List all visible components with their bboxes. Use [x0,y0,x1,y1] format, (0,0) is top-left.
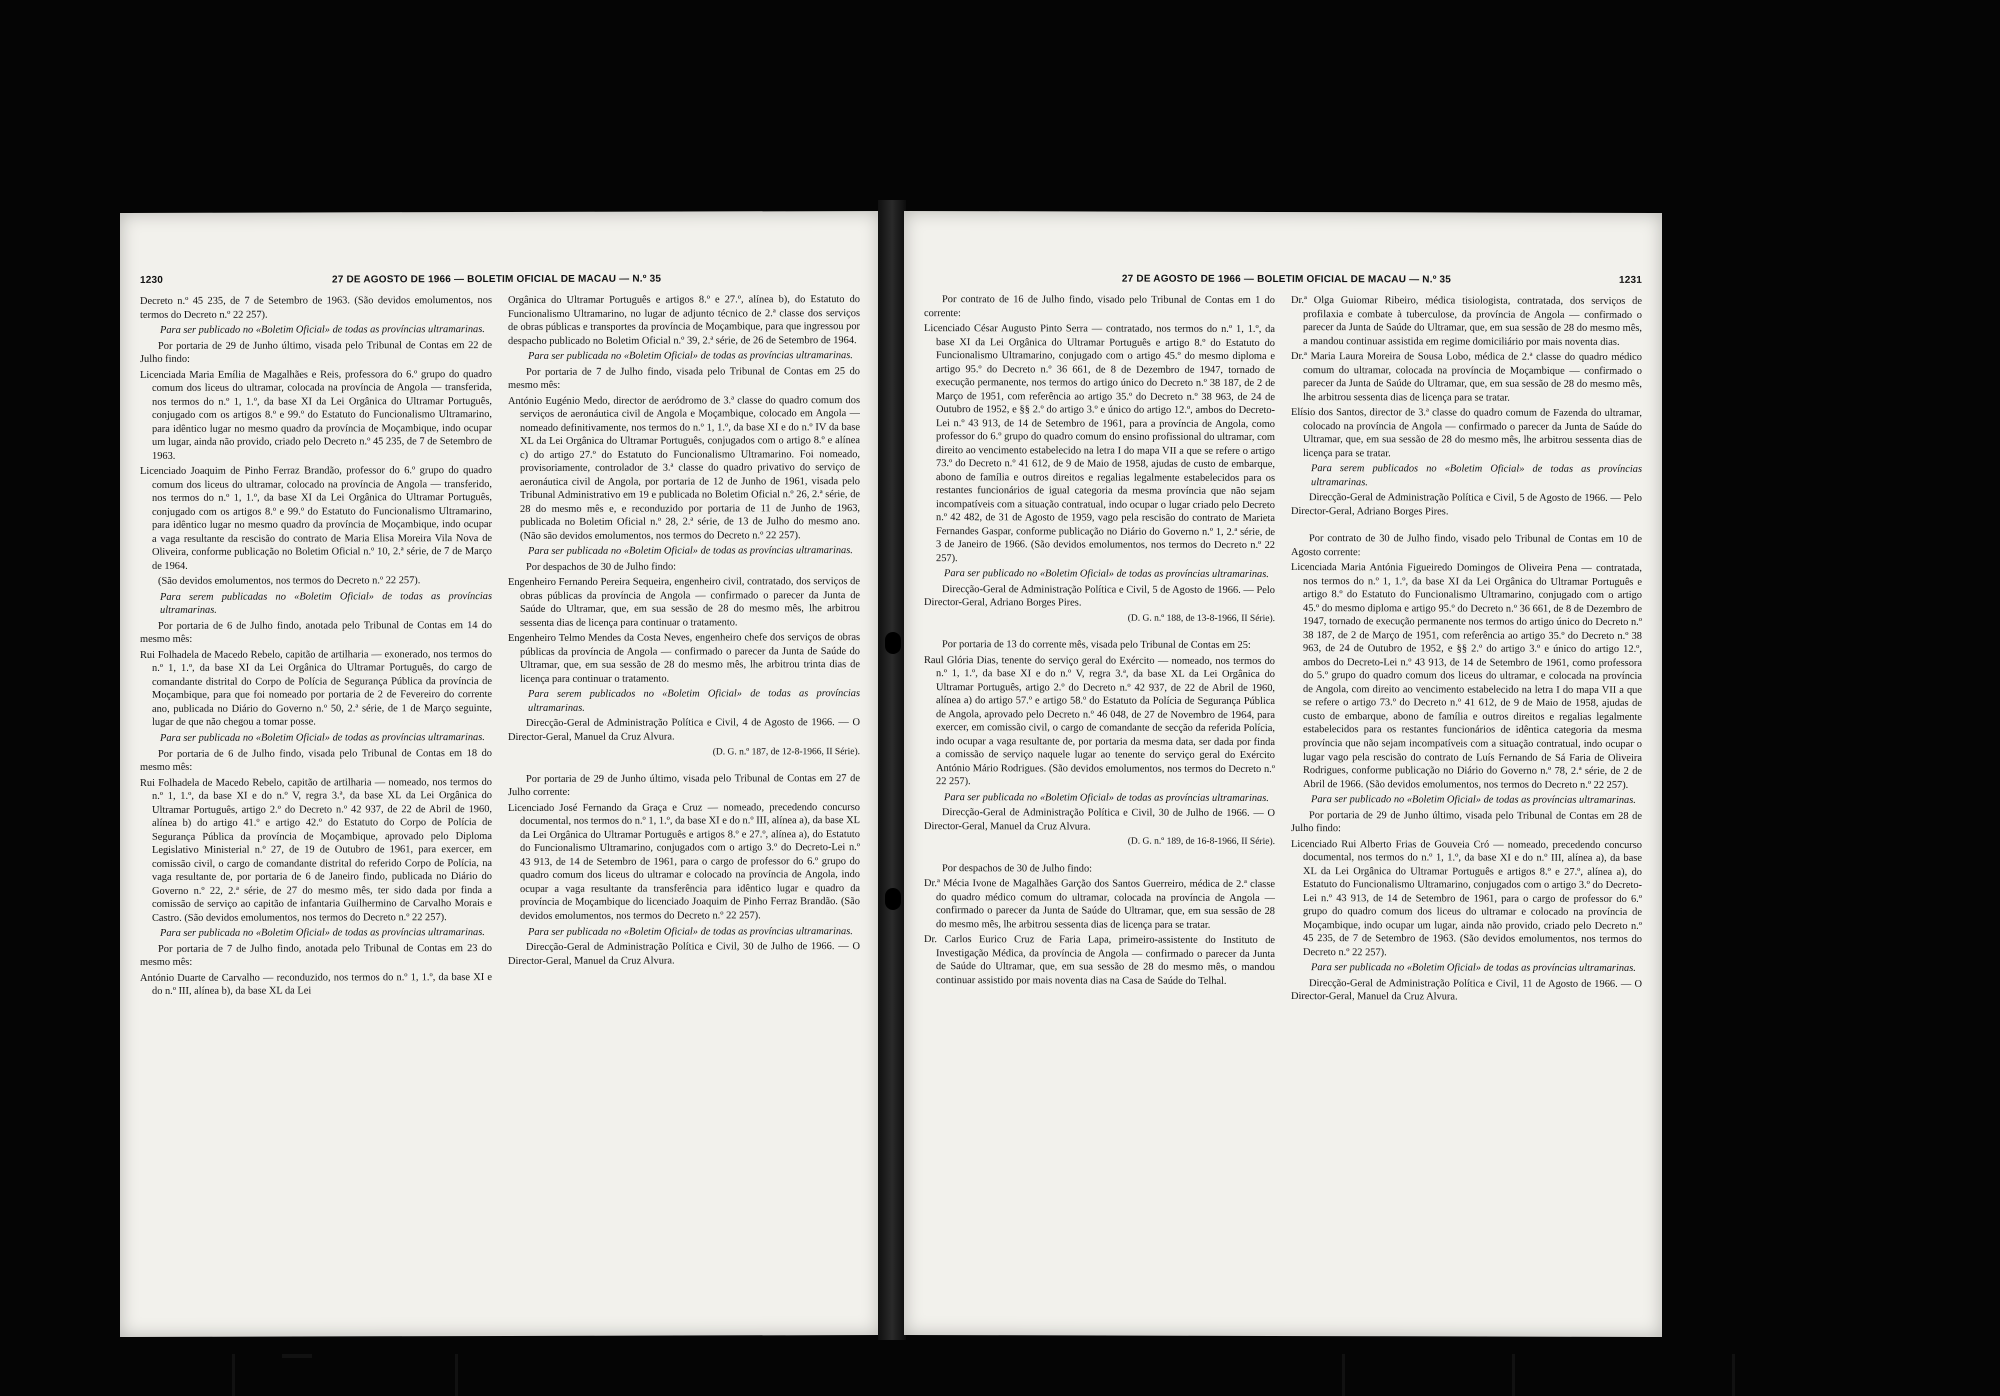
paragraph: Direcção-Geral de Administração Política e Civil, 4 de Agosto de 1966. — O Director-Geral, Manuel da Cruz Alvura. [508,717,860,743]
paragraph: Para ser publicada no «Boletim Oficial» de todas as províncias ultramarinas. [528,925,853,938]
paragraph: Para ser publicado no «Boletim Oficial» de todas as províncias ultramarinas. [944,568,1269,581]
paragraph: Para serem publicados no «Boletim Oficial» de todas as províncias ultramarinas. [528,688,860,714]
right-page-header [924,269,1642,289]
paragraph: Para ser publicada no «Boletim Oficial» de todas as províncias ultramarinas. [528,350,853,362]
right-running-header: 27 DE AGOSTO DE 1966 — BOLETIM OFICIAL DE MACAU — N.º 35 [1121,273,1452,285]
film-mark [1732,1354,1735,1396]
left-column-1 [140,294,492,1317]
paragraph: Para ser publicada no «Boletim Oficial» de todas as províncias ultramarinas. [160,732,485,744]
left-page-header [140,269,860,289]
paragraph: Por contrato de 30 de Julho findo, visado pelo Tribunal de Contas em 10 de Agosto corrente: [1291,533,1642,558]
film-mark [232,1354,235,1396]
left-page-columns [140,293,860,1317]
paragraph: Por portaria de 29 de Junho último, visada pelo Tribunal de Contas em 22 de Julho findo: [140,339,492,366]
paragraph: Para serem publicadas no «Boletim Oficial» de todas as províncias ultramarinas. [160,590,492,617]
paragraph: Elísio dos Santos, director de 3.ª classe do quadro comum de Fazenda do ultramar, colocado na província de Angola — confirmado o parecer da Junta de Saúde do Ultramar, que, em sua sessão de 28 do mesmo mês, lhe arbitrou sessenta dias de licença para se tratar. [1291,407,1642,459]
paragraph: Para ser publicada no «Boletim Oficial» de todas as províncias ultramarinas. [944,791,1269,804]
paragraph: Licenciado José Fernando da Graça e Cruz — nomeado, precedendo concurso documental, nos termos do n.º 1, 1.º, da base XI e do n.º III, alínea a), da base XL da Lei Orgânica do Ultramar Português e artigos 8.º e 27.º, alínea a), do Estatuto do Funcionalismo Ultramarino, conjugados com o artigo 3.º do Decreto-Lei n.º 43 913, de 14 de Setembro de 1961, para o cargo de professor do 6.º grupo do quadro comum dos liceus do ultramar e colocado na província de Angola, indo ocupar a vaga resultante da transferência para idêntico lugar e quadro da província de Moçambique do licenciado Joaquim de Pinho Ferraz Brandão. (São devidos emolumentos, nos termos do Decreto n.º 22 257). [508,801,860,922]
paragraph: Licenciada Maria Emília de Magalhães e Reis, professora do 6.º grupo do quadro comum dos liceus do ultramar, colocada na província de Angola — transferida, nos termos do n.º 1, 1.º, da base XI da Lei Orgânica do Ultramar Português, conjugado com os artigos 8.º e 99.º do Estatuto do Funcionalismo Ultramarino, para idêntico lugar no mesmo quadro da província de Moçambique, indo ocupar um lugar, ainda não provido, criado pelo Decreto n.º 45 235, de 7 de Setembro de 1963. [140,368,492,462]
paragraph: Por portaria de 6 de Julho findo, visada pelo Tribunal de Contas em 18 do mesmo mês: [140,747,492,773]
paragraph: (D. G. n.º 188, de 13-8-1966, II Série). [1127,613,1275,624]
paragraph: Orgânica do Ultramar Português e artigos 8.º e 27.º, alínea b), do Estatuto do Funcionalismo Ultramarino, no lugar de adjunto técnico de 2.ª classe dos serviços de obras públicas e transportes da província de Moçambique, para que ingressou por despacho publicado no Boletim Oficial n.º 39, 2.ª série, de 26 de Setembro de 1964. [508,294,860,347]
film-mark [455,1354,458,1396]
paragraph: Dr. Carlos Eurico Cruz de Faria Lapa, primeiro-assistente do Instituto de Investigação Médica, da província de Angola — confirmado o parecer da Junta de Saúde do Ultramar, que, em sua sessão de 28 do mesmo mês, o mandou continuar assistido por mais noventa dias na Casa de Saúde do Telhal. [924,934,1275,987]
paragraph: (D. G. n.º 187, de 12-8-1966, II Série). [712,746,860,757]
paragraph: Direcção-Geral de Administração Política e Civil, 11 de Agosto de 1966. — O Director-Geral, Manuel da Cruz Alvura. [1291,977,1642,1003]
left-page [120,211,880,1337]
paragraph: António Eugénio Medo, director de aeródromo de 3.ª classe do quadro comum dos serviços de aeronáutica civil de Angola e Moçambique, colocado em Angola — nomeado definitivamente, nos termos do n.º 1, 1.º, da base XI e do n.º IV da base XL da Lei Orgânica do Ultramar Português, conjugados com o artigo 8.º e alínea c) do artigo 27.º do Estatuto do Funcionalismo Ultramarino. Foi nomeado, provisoriamente, controlador de 3.ª classe do quadro privativo do serviço de aeronáutica civil de Angola, por portaria de 12 de Junho de 1961, visada pelo Tribunal Administrativo em 19 e publicada no Boletim Oficial n.º 26, 2.ª série, de 28 do mesmo mês e, e reconduzido por portaria de 11 de Junho de 1963, publicada no Boletim Oficial n.º 28, 2.ª série, de 13 de Julho do mesmo ano. (Não são devidos emolumentos, nos termos do Decreto n.º 22 257). [508,394,860,542]
paragraph: Para ser publicada no «Boletim Oficial» de todas as províncias ultramarinas. [528,545,853,558]
paragraph: Por despachos de 30 de Julho findo: [942,862,1093,875]
section-spacer [924,626,1275,639]
paragraph: Para ser publicada no «Boletim Oficial» de todas as províncias ultramarinas. [1311,962,1636,975]
paragraph: Direcção-Geral de Administração Política e Civil, 5 de Agosto de 1966. — Pelo Director-Geral, Adriano Borges Pires. [924,583,1275,609]
book-gutter [878,200,906,1340]
paragraph: Decreto n.º 45 235, de 7 de Setembro de 1963. (São devidos emolumentos, nos termos do Decreto n.º 22 257). [140,295,492,321]
paragraph: Rui Folhadela de Macedo Rebelo, capitão de artilharia — exonerado, nos termos do n.º 1, 1.º, da base XI da Lei Orgânica do Ultramar Português, do cargo de comandante distrital do Corpo de Polícia de Segurança Pública da província de Moçambique, para que foi nomeado por portaria de 2 de Fevereiro do corrente ano, publicada no Diário do Governo n.º 50, 2.ª série, de 1 de Março seguinte, lugar de que não chegou a tomar posse. [140,648,492,729]
paragraph: Licenciada Maria Antónia Figueiredo Domingos de Oliveira Pena — contratada, nos termos do n.º 1, 1.º, da base XI da Lei Orgânica do Ultramar Português e artigo 8.º do Estatuto do Funcionalismo Ultramarino, conjugado com o artigo 45.º do mesmo diploma e artigo 95.º do Decreto n.º 36 661, de 8 de Dezembro de 1947, tornado de execução permanente nos termos do artigo único do Decreto n.º 38 187, de 2 de Março de 1951, com referência ao artigo 35.º do Decreto n.º 38 963, de 24 de Outubro de 1952, e §§ 2.º do artigo 3.º e único do artigo 12.º, ambos do Decreto-Lei n.º 43 913, de 14 de Setembro de 1961, como professora do 5.º grupo do quadro comum dos liceus do ultramar, e colocada na província de Angola, com direito ao vencimento estabelecido na letra I do mapa VII a que se refere o artigo 73.º do Decreto n.º 41 612, de 9 de Maio de 1958, ajudas de custo de embarque, abono de família e outros direitos e regalias legalmente estabelecidos para os restantes funcionários de idêntica categoria da mesma província que não sejam incompatíveis com a situação contratual, indo ocupar o lugar vago pela rescisão do contrato de Luís Fernando de Sá Faria de Oliveira Rodrigues, conforme publicação no Diário do Governo n.º 78, 2.ª série, de 2 de Abril de 1966. (São devidos emolumentos, nos termos do Decreto n.º 22 257). [1291,562,1642,791]
paragraph: Dr.ª Olga Guiomar Ribeiro, médica tisiologista, contratada, dos serviços de profilaxia e combate à tuberculose, da província de Angola — confirmado o parecer da Junta de Saúde do Ultramar, que, em sua sessão de 28 do mesmo mês, a mandou continuar assistida em regime domiciliário por mais noventa dias. [1291,295,1642,348]
right-page [904,211,1662,1337]
paragraph: Para ser publicado no «Boletim Oficial» de todas as províncias ultramarinas. [160,324,485,336]
paragraph: Por contrato de 16 de Julho findo, visado pelo Tribunal de Contas em 1 do corrente: [924,294,1275,319]
right-column-2 [1291,294,1642,1317]
paragraph: Para ser publicada no «Boletim Oficial» de todas as províncias ultramarinas. [160,927,485,940]
film-mark [1342,1354,1345,1396]
paragraph: Raul Glória Dias, tenente do serviço geral do Exército — nomeado, nos termos do n.º 1, 1.º, da base XI e do n.º V, regra 3.ª, da base XL da Lei Orgânica do Ultramar Português, artigo 2.º do Decreto n.º 42 937, de 22 de Abril de 1960, alínea a) do artigo 57.º e artigo 58.º do Estatuto da Polícia de Segurança Pública de Angola, aprovado pelo Decreto n.º 46 048, de 27 de Novembro de 1964, para exercer, em comissão civil, o cargo de comandante de secção da referida Polícia, indo ocupar a vaga resultante de, por portaria da mesma data, ser dada por finda a comissão de serviço naquele lugar ao tenente do serviço geral do Exército António Mário Rodrigues. (São devidos emolumentos, nos termos do Decreto n.º 22 257). [924,654,1275,788]
paragraph: Direcção-Geral de Administração Política e Civil, 30 de Julho de 1966. — O Director-Geral, Manuel da Cruz Alvura. [924,807,1275,833]
left-running-header: 27 DE AGOSTO DE 1966 — BOLETIM OFICIAL DE MACAU — N.º 35 [331,273,662,285]
right-page-number: 1231 [1618,274,1642,286]
left-column-2 [508,293,860,1316]
left-page-number: 1230 [140,274,164,286]
paragraph: Licenciado César Augusto Pinto Serra — contratado, nos termos do n.º 1, 1.º, da base XI da Lei Orgânica do Ultramar Português e artigo 8.º do Estatuto do Funcionalismo Ultramarino, conjugado com o artigo 45.º do mesmo diploma e artigo 95.º do Decreto n.º 36 661, de 8 de Dezembro de 1947, tornado de execução permanente, nos termos do artigo único do Decreto n.º 38 187, de 2 de Março de 1951, com referência ao artigo 35.º do Decreto n.º 38 963, de 24 de Outubro de 1952, e §§ 2.º do artigo 3.º e único do artigo 12.º, ambos do Decreto-Lei n.º 43 913, de 14 de Setembro de 1961, para a província de Angola, como professor do 6.º grupo do quadro comum do ensino profissional do ultramar, com direito ao vencimento estabelecido na letra I do mapa VII a que se refere o artigo 73.º do Decreto n.º 41 612, de 9 de Maio de 1958, ajudas de custo de embarque, abono de família e outros direitos e regalias legalmente estabelecidos para os restantes funcionários de igual categoria da mesma província que não sejam incompatíveis com a situação contratual, indo ocupar o lugar criado pelo Decreto n.º 42 482, de 31 de Agosto de 1959, vago pela rescisão do contrato de Marieta Fernandes Gaspar, conforme publicação no Diário do Governo n.º 1, 2.ª série, de 3 de Janeiro de 1966. (São devidos emolumentos, nos termos do Decreto n.º 22 257). [924,323,1275,564]
film-mark [1512,1354,1515,1396]
section-spacer [1291,520,1642,533]
paragraph: Por despachos de 30 de Julho findo: [526,561,677,573]
binding-clip [885,632,901,654]
paragraph: Por portaria de 6 de Julho findo, anotada pelo Tribunal de Contas em 14 do mesmo mês: [140,619,492,646]
section-spacer [924,850,1275,863]
paragraph: Engenheiro Fernando Pereira Sequeira, engenheiro civil, contratado, dos serviços de obras públicas da província de Angola — confirmado o parecer da Junta de Saúde do Ultramar, que, em sua sessão de 28 do mesmo mês, lhe arbitrou sessenta dias de licença para continuar o tratamento. [508,576,860,629]
paragraph: Por portaria de 29 de Junho último, visada pelo Tribunal de Contas em 27 de Julho corrente: [508,772,860,799]
paragraph: Por portaria de 29 de Junho último, visada pelo Tribunal de Contas em 28 de Julho findo: [1291,809,1642,835]
paragraph: Dr.ª Mécia Ivone de Magalhães Garção dos Santos Guerreiro, médica de 2.ª classe do quadro médico comum do ultramar, colocada na província de Angola — confirmado o parecer da Junta de Saúde do Ultramar, que, em sua sessão de 28 do mesmo mês, lhe arbitrou sessenta dias de licença para se tratar. [924,878,1275,931]
right-page-columns [924,293,1642,1317]
paragraph: (São devidos emolumentos, nos termos do Decreto n.º 22 257). [158,575,421,588]
paragraph: Para ser publicado no «Boletim Oficial» de todas as províncias ultramarinas. [1311,794,1636,806]
paragraph: Para serem publicados no «Boletim Oficial» de todas as províncias ultramarinas. [1311,463,1642,488]
section-spacer [508,760,860,773]
paragraph: Por portaria de 7 de Julho findo, visada pelo Tribunal de Contas em 25 do mesmo mês: [508,365,860,392]
film-mark [282,1354,312,1358]
right-column-1 [924,293,1275,1316]
paragraph: Licenciado Rui Alberto Frias de Gouveia Cró — nomeado, precedendo concurso documental, nos termos do n.º 1, 1.º, da base XI e do n.º III, alínea a), da base XL da Lei Orgânica do Ultramar Português e artigos 8.º e 27.º, alínea a), do Estatuto do Funcionalismo Ultramarino, conjugados com o artigo 3.º do Decreto-Lei n.º 43 913, de 14 de Setembro de 1961, para o cargo de professor do 6.º grupo do quadro comum dos liceus do ultramar e colocado na província de Moçambique, indo ocupar um lugar, ainda não provido, criado pelo Decreto n.º 45 235, de 7 de Setembro de 1963. (São devidos emolumentos, nos termos do Decreto n.º 22 257). [1291,838,1642,958]
paragraph: Direcção-Geral de Administração Política e Civil, 5 de Agosto de 1966. — Pelo Director-Geral, Adriano Borges Pires. [1291,492,1642,518]
paragraph: Rui Folhadela de Macedo Rebelo, capitão de artilharia — nomeado, nos termos do n.º 1, 1.º, da base XI e do n.º V, regra 3.ª, da base XL da Lei Orgânica do Ultramar Português, artigo 2.º do Decreto n.º 42 937, de 22 de Abril de 1960, alínea b) do artigo 41.º e artigo 42.º do Estatuto do Corpo de Polícia de Segurança Pública da província de Moçambique, aprovado pelo Diploma Legislativo Ministerial n.º 27, de 19 de Outubro de 1961, para exercer, em comissão civil, o cargo de comandante distrital do referido Corpo de Polícia, na vaga resultante de, por portaria de 6 de Janeiro findo, publicada no Diário do Governo n.º 22, 2.ª série, de 27 do mesmo mês, ter sido dada por finda a comissão de serviço ao capitão de infantaria Guilhermino de Carvalho Morais e Castro. (São devidos emolumentos, nos termos do Decreto n.º 22 257). [140,776,492,924]
paragraph: Direcção-Geral de Administração Política e Civil, 30 de Julho de 1966. — O Director-Geral, Manuel da Cruz Alvura. [508,941,860,967]
film-edge-marks [0,1336,2000,1396]
paragraph: (D. G. n.º 189, de 16-8-1966, II Série). [1127,837,1275,848]
binding-clip [885,888,901,910]
paragraph: Engenheiro Telmo Mendes da Costa Neves, engenheiro chefe dos serviços de obras públicas da província de Angola — confirmado o parecer da Junta de Saúde do Ultramar, que, em sua sessão de 28 do mesmo mês, lhe arbitrou trinta dias de licença para continuar o tratamento. [508,632,860,685]
paragraph: Por portaria de 7 de Julho findo, anotada pelo Tribunal de Contas em 23 do mesmo mês: [140,942,492,969]
paragraph: Licenciado Joaquim de Pinho Ferraz Brandão, professor do 6.º grupo do quadro comum dos liceus do ultramar, colocado na província de Angola — transferido, nos termos do n.º 1, 1.º, da base XI da Lei Orgânica do Ultramar Português, conjugado com os artigos 8.º e 99.º do Estatuto do Funcionalismo Ultramarino, para idêntico lugar no mesmo quadro da província de Moçambique, indo ocupar a vaga resultante da rescisão do contrato de Maria Elisa Moreira Vila Nova de Oliveira, conforme publicação no Boletim Oficial n.º 10, 2.ª série, de 7 de Março de 1964. [140,465,492,572]
paragraph: Por portaria de 13 do corrente mês, visada pelo Tribunal de Contas em 25: [942,639,1251,652]
paragraph: António Duarte de Carvalho — reconduzido, nos termos do n.º 1, 1.º, da base XI e do n.º III, alínea b), da base XL da Lei [140,971,492,998]
paragraph: Dr.ª Maria Laura Moreira de Sousa Lobo, médica de 2.ª classe do quadro médico comum do ultramar, colocada na província de Moçambique — confirmado o parecer da Junta de Saúde do Ultramar, que, em sua sessão de 28 do mesmo mês, lhe arbitrou sessenta dias de licença para se tratar. [1291,351,1642,404]
